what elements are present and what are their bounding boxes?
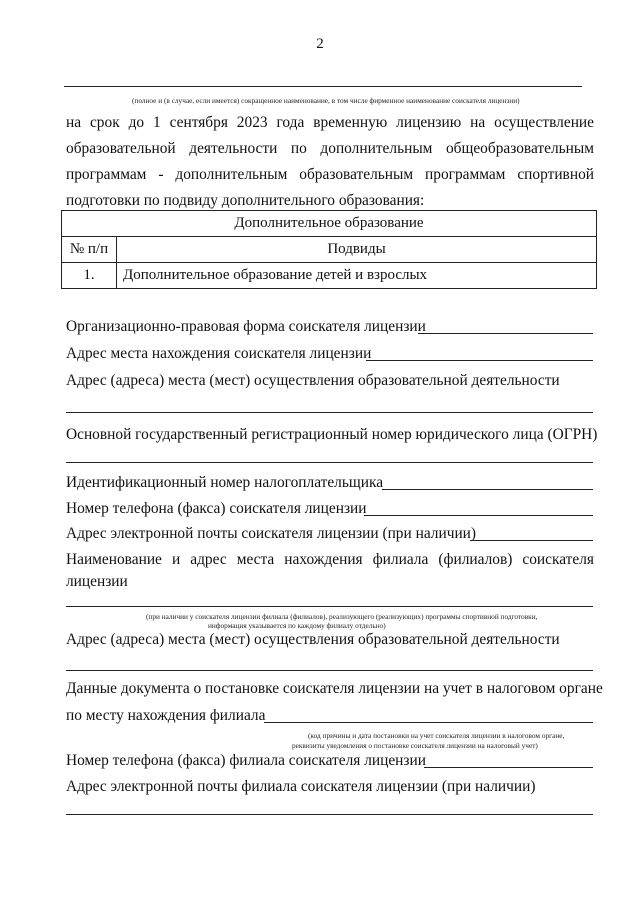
- inn-field[interactable]: [382, 489, 593, 490]
- branch-label-line-1: Наименование и адрес места нахождения филиала (филиалов) соискателя: [66, 551, 594, 568]
- branch-phone-label: Номер телефона (факса) филиала соискателя лицензии: [66, 752, 426, 769]
- branch-email-label: Адрес электронной почты филиала соискателя лицензии (при наличии): [66, 778, 536, 795]
- branch-label-line-2: лицензии: [66, 573, 128, 590]
- org-form-label: Организационно-правовая форма соискателя лицензии: [66, 318, 426, 335]
- intro-line-3: программам - дополнительным образовательным программам спортивной: [66, 166, 594, 183]
- table-row: [62, 263, 597, 289]
- phone-label: Номер телефона (факса) соискателя лицензии: [66, 500, 367, 517]
- table-header-subtypes: Подвиды: [117, 237, 597, 263]
- branch-caption-2: информация указывается по каждому филиалу отдельно): [208, 621, 386, 630]
- table-cell-name: Дополнительное образование детей и взрослых: [117, 263, 597, 289]
- inn-label: Идентификационный номер налогоплательщика: [66, 474, 384, 491]
- org-form-field[interactable]: [418, 333, 593, 334]
- tax-doc-field[interactable]: [264, 722, 593, 723]
- intro-line-4: подготовки по подвиду дополнительного образования:: [66, 192, 425, 209]
- activity-address-field[interactable]: [66, 412, 593, 413]
- intro-line-2: образовательной деятельности по дополнительным общеобразовательным: [66, 140, 594, 157]
- page-number: 2: [316, 36, 324, 52]
- table-header-num: № п/п: [62, 237, 117, 263]
- branch-caption-1: (при наличии у соискателя лицензии филиала (филиалов), реализующего (реализующих) программы спортивной подготовки,: [146, 612, 538, 621]
- branch-email-field[interactable]: [66, 814, 593, 815]
- table-title: Дополнительное образование: [62, 211, 597, 237]
- location-address-field[interactable]: [366, 360, 593, 361]
- education-subtypes-table: [61, 210, 597, 289]
- applicant-name-line: [64, 86, 582, 87]
- ogrn-label: Основной государственный регистрационный номер юридического лица (ОГРН): [66, 426, 598, 443]
- tax-caption-2: реквизиты уведомления о постановке соискателя лицензии на налоговый учет): [292, 741, 538, 750]
- tax-doc-label-line-2: по месту нахождения филиала: [66, 707, 266, 724]
- applicant-name-caption: (полное и (в случае, если имеется) сокращенное наименование, в том числе фирменное наименование соискателя лицензии): [132, 96, 520, 105]
- activity-address-label: Адрес (адреса) места (мест) осуществления образовательной деятельности: [66, 372, 560, 389]
- phone-field[interactable]: [364, 515, 593, 516]
- tax-doc-label-line-1: Данные документа о постановке соискателя лицензии на учет в налоговом органе: [66, 680, 603, 697]
- branch-field[interactable]: [66, 606, 593, 607]
- ogrn-field[interactable]: [66, 462, 593, 463]
- branch-activity-address-field[interactable]: [66, 670, 593, 671]
- location-address-label: Адрес места нахождения соискателя лицензии: [66, 345, 372, 362]
- branch-phone-field[interactable]: [424, 767, 593, 768]
- table-cell-num: 1.: [62, 263, 117, 289]
- tax-caption-1: (код причины и дата постановки на учет соискателя лицензии в налоговом органе,: [308, 731, 565, 740]
- email-field[interactable]: [470, 540, 593, 541]
- branch-activity-address-label: Адрес (адреса) места (мест) осуществления образовательной деятельности: [66, 631, 560, 648]
- email-label: Адрес электронной почты соискателя лицензии (при наличии): [66, 525, 477, 542]
- intro-line-1: на срок до 1 сентября 2023 года временную лицензию на осуществление: [66, 114, 594, 131]
